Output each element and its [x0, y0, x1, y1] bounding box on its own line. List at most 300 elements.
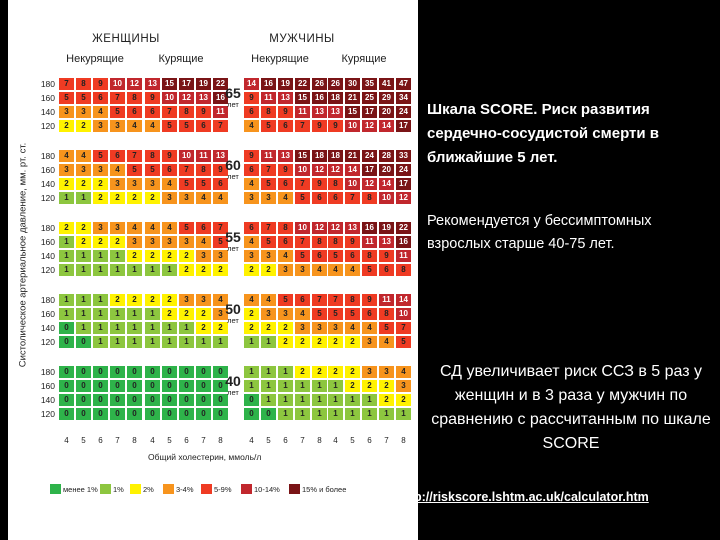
risk-cell: 4	[278, 192, 293, 204]
risk-cell: 1	[328, 408, 343, 420]
risk-cell: 4	[196, 236, 211, 248]
risk-cell: 7	[396, 322, 411, 334]
diabetes-note: СД увеличивает риск ССЗ в 5 раз у женщин и в 3 раза у мужчин по сравнению с рассчитанным по шкале SCORE	[431, 363, 711, 452]
age-unit: лет	[227, 172, 239, 181]
risk-cell: 10	[295, 222, 310, 234]
age-label	[222, 86, 244, 109]
cholesterol-tick: 6	[367, 436, 372, 445]
risk-cell: 0	[93, 394, 108, 406]
risk-cell: 13	[278, 92, 293, 104]
risk-cell: 1	[345, 394, 360, 406]
risk-cell: 14	[396, 294, 411, 306]
risk-cell: 2	[110, 236, 125, 248]
risk-cell: 4	[145, 120, 160, 132]
risk-cell: 1	[328, 380, 343, 392]
pressure-label: 140	[40, 323, 55, 333]
risk-cell: 0	[196, 380, 211, 392]
risk-cell: 3	[295, 322, 310, 334]
risk-cell: 1	[295, 380, 310, 392]
risk-cell: 6	[196, 222, 211, 234]
risk-cell: 3	[196, 294, 211, 306]
risk-cell: 16	[312, 92, 327, 104]
risk-cell: 18	[328, 150, 343, 162]
risk-cell: 35	[362, 78, 377, 90]
risk-cell: 24	[396, 164, 411, 176]
risk-cell: 1	[162, 336, 177, 348]
risk-cell: 6	[162, 164, 177, 176]
score-chart	[8, 0, 418, 540]
risk-cell: 0	[196, 394, 211, 406]
risk-cell: 1	[93, 308, 108, 320]
risk-cell: 6	[278, 178, 293, 190]
risk-cell: 3	[278, 308, 293, 320]
risk-cell: 13	[213, 150, 228, 162]
risk-cell: 20	[379, 106, 394, 118]
risk-cell: 4	[244, 236, 259, 248]
risk-cell: 2	[379, 394, 394, 406]
risk-cell: 3	[379, 366, 394, 378]
risk-cell: 17	[396, 178, 411, 190]
risk-cell: 11	[362, 236, 377, 248]
risk-cell: 2	[179, 264, 194, 276]
risk-cell: 4	[110, 164, 125, 176]
risk-cell: 2	[396, 394, 411, 406]
pressure-label: 180	[40, 367, 55, 377]
risk-cell: 1	[244, 336, 259, 348]
risk-cell: 5	[379, 322, 394, 334]
legend-swatch	[201, 484, 212, 494]
risk-cell: 7	[127, 150, 142, 162]
risk-cell: 1	[312, 380, 327, 392]
risk-cell: 0	[59, 408, 74, 420]
risk-cell: 4	[145, 222, 160, 234]
risk-cell: 0	[59, 336, 74, 348]
risk-cell: 1	[127, 336, 142, 348]
risk-cell: 2	[312, 366, 327, 378]
risk-cell: 3	[162, 192, 177, 204]
risk-cell: 4	[328, 264, 343, 276]
risk-cell: 6	[244, 164, 259, 176]
risk-cell: 12	[362, 178, 377, 190]
risk-cell: 0	[127, 380, 142, 392]
risk-cell: 15	[295, 92, 310, 104]
risk-cell: 34	[396, 92, 411, 104]
risk-cell: 0	[244, 394, 259, 406]
cholesterol-tick: 8	[401, 436, 406, 445]
risk-cell: 3	[93, 222, 108, 234]
risk-cell: 6	[110, 150, 125, 162]
legend-label: 15% и более	[302, 485, 347, 494]
risk-cell: 0	[127, 366, 142, 378]
risk-cell: 8	[278, 222, 293, 234]
calculator-link[interactable]: http://riskscore.lshtm.ac.uk/calculator.htm	[398, 490, 649, 504]
risk-cell: 2	[76, 120, 91, 132]
risk-cell: 2	[345, 366, 360, 378]
risk-cell: 0	[179, 366, 194, 378]
risk-cell: 2	[59, 120, 74, 132]
risk-cell: 7	[345, 192, 360, 204]
risk-cell: 1	[196, 336, 211, 348]
risk-cell: 20	[379, 164, 394, 176]
header-men-smoking: Курящие	[341, 53, 387, 65]
risk-cell: 11	[295, 106, 310, 118]
risk-cell: 1	[93, 322, 108, 334]
risk-cell: 5	[295, 192, 310, 204]
risk-cell: 2	[278, 322, 293, 334]
risk-cell: 4	[396, 366, 411, 378]
risk-cell: 13	[328, 106, 343, 118]
risk-cell: 8	[345, 294, 360, 306]
risk-cell: 11	[379, 294, 394, 306]
risk-cell: 1	[76, 322, 91, 334]
risk-cell: 2	[179, 250, 194, 262]
risk-cell: 2	[76, 236, 91, 248]
risk-cell: 22	[213, 78, 228, 90]
risk-cell: 1	[179, 336, 194, 348]
risk-cell: 8	[196, 164, 211, 176]
risk-cell: 26	[328, 78, 343, 90]
risk-cell: 22	[295, 78, 310, 90]
risk-cell: 1	[127, 264, 142, 276]
risk-cell: 6	[244, 222, 259, 234]
risk-cell: 7	[59, 78, 74, 90]
age-unit: лет	[227, 316, 239, 325]
age-label	[222, 158, 244, 181]
risk-cell: 13	[278, 150, 293, 162]
risk-cell: 1	[93, 336, 108, 348]
risk-cell: 3	[261, 192, 276, 204]
risk-cell: 8	[328, 236, 343, 248]
risk-cell: 6	[328, 192, 343, 204]
risk-cell: 4	[127, 120, 142, 132]
risk-cell: 5	[362, 264, 377, 276]
age-value: 60	[225, 157, 241, 173]
risk-cell: 11	[261, 150, 276, 162]
risk-cell: 14	[379, 120, 394, 132]
risk-cell: 7	[110, 92, 125, 104]
risk-cell: 3	[127, 178, 142, 190]
risk-cell: 22	[396, 222, 411, 234]
risk-cell: 12	[127, 78, 142, 90]
risk-cell: 8	[396, 264, 411, 276]
risk-cell: 3	[362, 366, 377, 378]
risk-cell: 9	[345, 236, 360, 248]
risk-cell: 4	[244, 294, 259, 306]
cholesterol-tick: 7	[300, 436, 305, 445]
risk-cell: 8	[145, 150, 160, 162]
age-unit: лет	[227, 100, 239, 109]
risk-cell: 1	[76, 308, 91, 320]
risk-cell: 0	[145, 366, 160, 378]
age-value: 55	[225, 229, 241, 245]
risk-cell: 0	[59, 394, 74, 406]
risk-cell: 0	[213, 408, 228, 420]
risk-cell: 3	[127, 236, 142, 248]
risk-cell: 4	[213, 192, 228, 204]
risk-cell: 0	[162, 366, 177, 378]
risk-cell: 1	[362, 408, 377, 420]
risk-cell: 24	[396, 106, 411, 118]
y-axis-label: Систолическое артериальное давление, мм. рт. ст.	[17, 142, 29, 368]
risk-cell: 1	[278, 408, 293, 420]
risk-cell: 16	[213, 92, 228, 104]
risk-cell: 9	[362, 294, 377, 306]
risk-cell: 0	[179, 394, 194, 406]
risk-cell: 33	[396, 150, 411, 162]
risk-cell: 12	[328, 164, 343, 176]
risk-cell: 9	[379, 250, 394, 262]
risk-cell: 7	[179, 164, 194, 176]
risk-cell: 0	[110, 366, 125, 378]
cholesterol-tick: 6	[98, 436, 103, 445]
risk-cell: 9	[244, 92, 259, 104]
risk-cell: 2	[145, 250, 160, 262]
risk-cell: 3	[261, 308, 276, 320]
header-women: ЖЕНЩИНЫ	[92, 33, 160, 45]
risk-cell: 10	[110, 78, 125, 90]
risk-cell: 2	[196, 308, 211, 320]
pressure-label: 160	[40, 237, 55, 247]
risk-cell: 3	[93, 164, 108, 176]
pressure-label: 160	[40, 381, 55, 391]
risk-cell: 0	[110, 408, 125, 420]
risk-cell: 5	[76, 92, 91, 104]
risk-cell: 3	[261, 250, 276, 262]
risk-cell: 1	[59, 236, 74, 248]
risk-cell: 6	[127, 106, 142, 118]
age-unit: лет	[227, 388, 239, 397]
legend-label: 1%	[113, 485, 124, 494]
risk-cell: 0	[145, 380, 160, 392]
risk-cell: 2	[261, 264, 276, 276]
risk-cell: 0	[76, 336, 91, 348]
risk-cell: 1	[379, 408, 394, 420]
risk-cell: 1	[213, 336, 228, 348]
risk-cell: 4	[93, 106, 108, 118]
risk-cell: 9	[328, 120, 343, 132]
risk-cell: 1	[295, 408, 310, 420]
risk-cell: 0	[127, 394, 142, 406]
risk-cell: 3	[396, 380, 411, 392]
risk-cell: 3	[362, 336, 377, 348]
scrollbar[interactable]	[712, 0, 720, 540]
risk-cell: 2	[244, 264, 259, 276]
risk-cell: 5	[179, 178, 194, 190]
risk-cell: 2	[345, 380, 360, 392]
risk-cell: 29	[379, 92, 394, 104]
risk-cell: 9	[196, 106, 211, 118]
cholesterol-tick: 6	[283, 436, 288, 445]
risk-cell: 13	[379, 236, 394, 248]
pressure-label: 120	[40, 193, 55, 203]
risk-cell: 2	[295, 336, 310, 348]
risk-cell: 2	[179, 308, 194, 320]
risk-cell: 1	[145, 308, 160, 320]
risk-cell: 10	[295, 164, 310, 176]
cholesterol-tick: 5	[266, 436, 271, 445]
pressure-label: 180	[40, 79, 55, 89]
risk-cell: 2	[145, 294, 160, 306]
risk-cell: 16	[261, 78, 276, 90]
risk-cell: 0	[127, 408, 142, 420]
risk-cell: 5	[179, 120, 194, 132]
risk-cell: 9	[162, 150, 177, 162]
risk-cell: 10	[162, 92, 177, 104]
risk-cell: 11	[196, 150, 211, 162]
risk-cell: 13	[196, 92, 211, 104]
risk-cell: 3	[244, 250, 259, 262]
risk-cell: 0	[196, 408, 211, 420]
risk-cell: 5	[278, 294, 293, 306]
pressure-label: 180	[40, 223, 55, 233]
risk-cell: 0	[213, 394, 228, 406]
risk-cell: 1	[312, 408, 327, 420]
risk-cell: 1	[328, 394, 343, 406]
header-women-smoking: Курящие	[158, 53, 204, 65]
risk-cell: 12	[312, 164, 327, 176]
risk-cell: 3	[76, 106, 91, 118]
risk-cell: 4	[362, 322, 377, 334]
risk-cell: 10	[396, 308, 411, 320]
risk-cell: 0	[196, 366, 211, 378]
risk-cell: 2	[244, 322, 259, 334]
risk-cell: 5	[396, 336, 411, 348]
risk-cell: 19	[196, 78, 211, 90]
legend-label: 2%	[143, 485, 154, 494]
risk-cell: 7	[213, 222, 228, 234]
risk-cell: 1	[110, 308, 125, 320]
risk-cell: 3	[145, 236, 160, 248]
risk-cell: 6	[312, 250, 327, 262]
risk-cell: 9	[278, 106, 293, 118]
header-women-nonsmoking: Некурящие	[66, 53, 124, 65]
risk-cell: 5	[93, 150, 108, 162]
age-label	[222, 302, 244, 325]
risk-cell: 5	[127, 164, 142, 176]
legend-label: 3-4%	[176, 485, 194, 494]
legend-label: 10-14%	[254, 485, 280, 494]
risk-cell: 1	[93, 250, 108, 262]
risk-cell: 1	[362, 394, 377, 406]
risk-cell: 3	[196, 250, 211, 262]
risk-cell: 0	[76, 366, 91, 378]
risk-cell: 1	[59, 250, 74, 262]
risk-cell: 6	[145, 106, 160, 118]
risk-cell: 11	[261, 92, 276, 104]
risk-cell: 21	[345, 92, 360, 104]
x-axis-label: Общий холестерин, ммоль/л	[148, 452, 262, 462]
risk-cell: 5	[312, 308, 327, 320]
risk-cell: 7	[312, 294, 327, 306]
cholesterol-tick: 8	[317, 436, 322, 445]
pressure-label: 160	[40, 93, 55, 103]
recommendation-text: Рекомендуется у бессимптомных взрослых старше 40-75 лет.	[427, 213, 652, 252]
risk-cell: 14	[379, 178, 394, 190]
cholesterol-tick: 7	[201, 436, 206, 445]
risk-cell: 4	[196, 192, 211, 204]
risk-cell: 3	[312, 322, 327, 334]
risk-cell: 2	[196, 264, 211, 276]
risk-cell: 11	[213, 106, 228, 118]
risk-cell: 7	[213, 120, 228, 132]
cholesterol-tick: 4	[333, 436, 338, 445]
risk-cell: 18	[328, 92, 343, 104]
risk-cell: 2	[196, 322, 211, 334]
risk-cell: 5	[213, 236, 228, 248]
cholesterol-tick: 4	[64, 436, 69, 445]
risk-cell: 3	[59, 106, 74, 118]
risk-cell: 7	[295, 120, 310, 132]
risk-cell: 5	[295, 250, 310, 262]
risk-cell: 6	[295, 294, 310, 306]
risk-cell: 15	[295, 150, 310, 162]
risk-cell: 6	[196, 120, 211, 132]
risk-cell: 1	[261, 336, 276, 348]
risk-cell: 2	[110, 294, 125, 306]
risk-cell: 2	[328, 336, 343, 348]
risk-cell: 3	[328, 322, 343, 334]
risk-cell: 5	[196, 178, 211, 190]
legend-swatch	[130, 484, 141, 494]
risk-cell: 0	[59, 322, 74, 334]
risk-cell: 1	[59, 294, 74, 306]
risk-cell: 0	[93, 380, 108, 392]
cholesterol-tick: 7	[115, 436, 120, 445]
risk-cell: 9	[244, 150, 259, 162]
risk-cell: 2	[162, 250, 177, 262]
risk-cell: 9	[213, 164, 228, 176]
risk-cell: 16	[362, 222, 377, 234]
risk-cell: 4	[76, 150, 91, 162]
risk-cell: 16	[396, 236, 411, 248]
risk-cell: 8	[127, 92, 142, 104]
risk-cell: 3	[93, 120, 108, 132]
risk-cell: 1	[162, 264, 177, 276]
risk-cell: 5	[59, 92, 74, 104]
risk-cell: 1	[261, 366, 276, 378]
risk-cell: 9	[278, 164, 293, 176]
risk-cell: 12	[396, 192, 411, 204]
legend-label: менее 1%	[63, 485, 98, 494]
risk-cell: 1	[110, 322, 125, 334]
risk-cell: 47	[396, 78, 411, 90]
risk-cell: 3	[76, 164, 91, 176]
cholesterol-tick: 6	[184, 436, 189, 445]
risk-cell: 2	[127, 192, 142, 204]
risk-cell: 0	[76, 380, 91, 392]
risk-cell: 0	[145, 394, 160, 406]
risk-cell: 5	[162, 120, 177, 132]
pressure-label: 180	[40, 295, 55, 305]
risk-cell: 2	[162, 294, 177, 306]
risk-cell: 3	[213, 308, 228, 320]
risk-cell: 12	[312, 222, 327, 234]
age-value: 65	[225, 85, 241, 101]
risk-cell: 14	[244, 78, 259, 90]
pressure-label: 140	[40, 179, 55, 189]
risk-cell: 1	[59, 192, 74, 204]
risk-cell: 1	[244, 380, 259, 392]
risk-cell: 3	[179, 192, 194, 204]
age-value: 50	[225, 301, 241, 317]
risk-cell: 8	[312, 236, 327, 248]
pressure-label: 160	[40, 165, 55, 175]
risk-cell: 21	[345, 150, 360, 162]
risk-cell: 5	[328, 250, 343, 262]
risk-cell: 9	[145, 92, 160, 104]
pressure-label: 140	[40, 107, 55, 117]
risk-cell: 7	[261, 164, 276, 176]
